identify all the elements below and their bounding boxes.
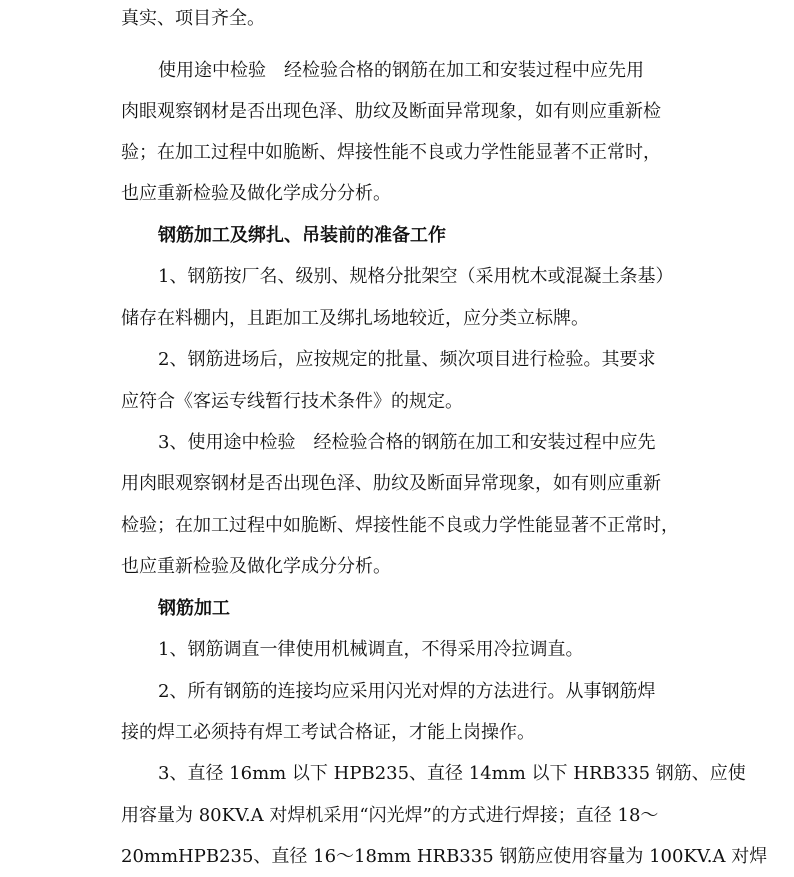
paragraph-line: 验；在加工过程中如脆断、焊接性能不良或力学性能显著不正常时，: [121, 142, 661, 163]
section-heading: 钢筋加工: [158, 598, 230, 619]
paragraph-line: 1、钢筋调直一律使用机械调直，不得采用冷拉调直。: [158, 639, 584, 660]
paragraph-line: 2、钢筋进场后，应按规定的批量、频次项目进行检验。其要求: [158, 349, 656, 370]
paragraph-line: 真实、项目齐全。: [121, 8, 265, 29]
paragraph-line: 使用途中检验 经检验合格的钢筋在加工和安装过程中应先用: [158, 60, 644, 81]
paragraph-line: 用肉眼观察钢材是否出现色泽、肋纹及断面异常现象，如有则应重新: [121, 473, 661, 494]
paragraph-line: 20mmHPB235、直径 16～18mm HRB335 钢筋应使用容量为 100KV.A 对焊: [121, 846, 768, 867]
section-heading: 钢筋加工及绑扎、吊装前的准备工作: [158, 225, 446, 246]
paragraph-line: 3、使用途中检验 经检验合格的钢筋在加工和安装过程中应先: [158, 432, 656, 453]
paragraph-line: 肉眼观察钢材是否出现色泽、肋纹及断面异常现象，如有则应重新检: [121, 101, 661, 122]
paragraph-line: 2、所有钢筋的连接均应采用闪光对焊的方法进行。从事钢筋焊: [158, 681, 656, 702]
paragraph-line: 用容量为 80KV.A 对焊机采用“闪光焊”的方式进行焊接；直径 18～: [121, 805, 659, 826]
paragraph-line: 1、钢筋按厂名、级别、规格分批架空（采用枕木或混凝土条基）: [158, 266, 674, 287]
paragraph-line: 3、直径 16mm 以下 HPB235、直径 14mm 以下 HRB335 钢筋、应使: [158, 763, 746, 784]
paragraph-line: 接的焊工必须持有焊工考试合格证，才能上岗操作。: [121, 722, 535, 743]
paragraph-line: 检验；在加工过程中如脆断、焊接性能不良或力学性能显著不正常时，: [121, 515, 679, 536]
paragraph-line: 应符合《客运专线暂行技术条件》的规定。: [121, 391, 463, 412]
paragraph-line: 也应重新检验及做化学成分分析。: [121, 556, 391, 577]
paragraph-line: 也应重新检验及做化学成分分析。: [121, 183, 391, 204]
paragraph-line: 储存在料棚内，且距加工及绑扎场地较近，应分类立标牌。: [121, 308, 589, 329]
